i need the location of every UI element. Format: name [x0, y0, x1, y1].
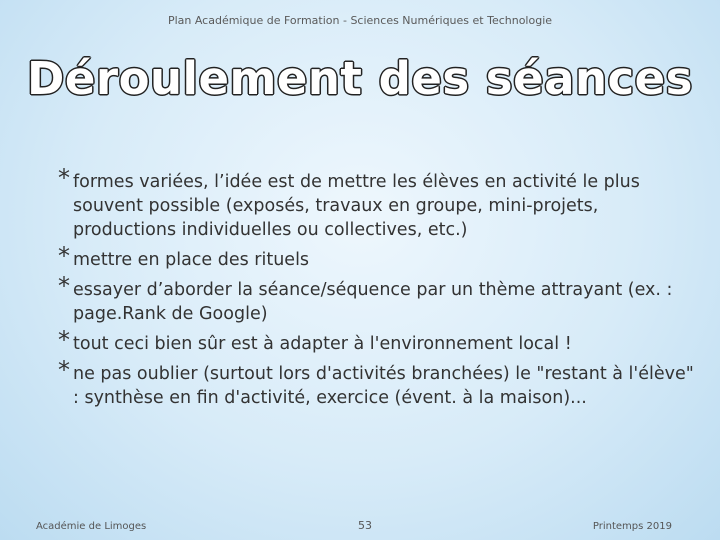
footer-date: Printemps 2019 [592, 521, 672, 532]
asterisk-icon: * [58, 242, 70, 270]
asterisk-icon: * [58, 164, 70, 192]
bullet-text: formes variées, l’idée est de mettre les élèves en activité le plus souvent possible (exposés, travaux en groupe, mini-projets, productions individuelles ou collectives, etc.) [73, 172, 640, 240]
bullet-text: ne pas oublier (surtout lors d'activités branchées) le "restant à l'élève" : synthèse en fin d'activité, exercice (évent. à la maison)... [73, 364, 694, 408]
bullet-text: essayer d’aborder la séance/séquence par un thème attrayant (ex. : page.Rank de Google) [73, 280, 673, 324]
asterisk-icon: * [58, 272, 70, 300]
page-number: 53 [358, 519, 372, 532]
header-text: Plan Académique de Formation - Sciences Numériques et Technologie [167, 14, 553, 27]
footer-institution: Académie de Limoges [36, 521, 147, 532]
asterisk-icon: * [58, 356, 70, 384]
bullet-text: tout ceci bien sûr est à adapter à l'environnement local ! [73, 334, 572, 354]
asterisk-icon: * [58, 326, 70, 354]
bullet-item [58, 242, 696, 272]
bullet-item [58, 326, 696, 356]
slide-title: Déroulement des séances [27, 52, 693, 105]
bullet-item [58, 164, 696, 242]
bullet-list [58, 164, 696, 416]
bullet-item [58, 356, 696, 410]
bullet-text: mettre en place des rituels [73, 250, 310, 270]
bullet-item [58, 272, 696, 326]
